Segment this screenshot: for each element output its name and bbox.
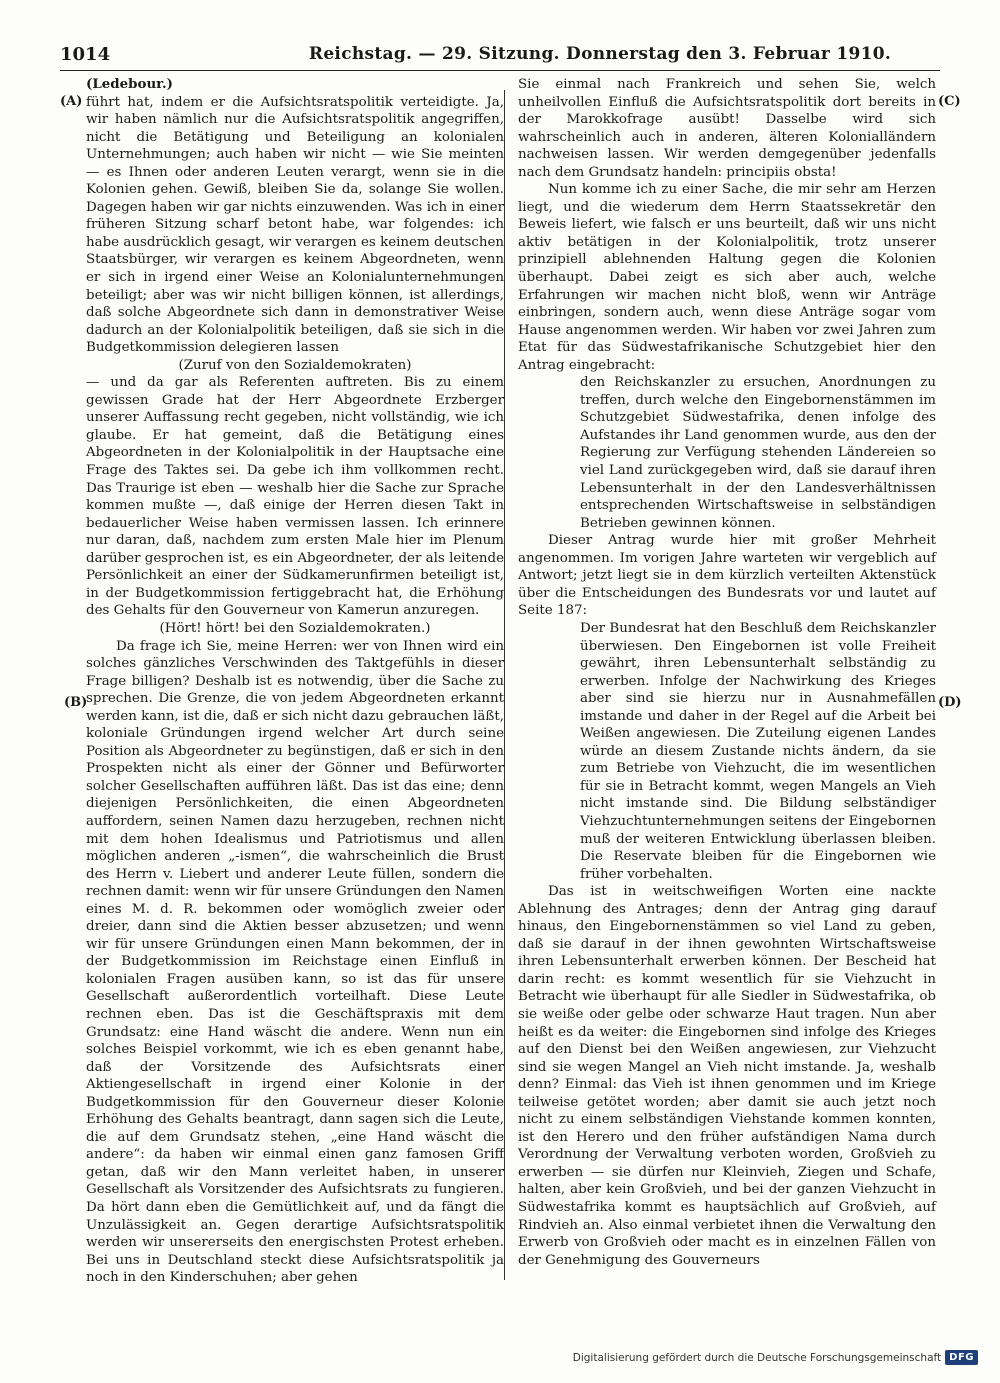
dfg-logo: DFG <box>945 1350 978 1365</box>
paragraph: führt hat, indem er die Aufsichtsratspolitik verteidigte. Ja, wir haben nämlich nur die Aufsichtsratspolitik angegriffen, nicht die Betätigung und Beteiligung an kolonialen Unternehmungen; auch haben wir nicht — wie Sie meinten — es Ihnen oder anderen Leuten verargt, wenn sie in die Kolonien gehen. Gewiß, bleiben Sie da, solange Sie wollen. Dagegen haben wir gar nichts einzuwenden. Was ich in einer früheren Sitzung scharf betont habe, war folgendes: ich habe ausdrücklich gesagt, wir verargen es keinem deutschen Staatsbürger, wir verargen es keinem Abgeordneten, wenn er sich in irgend einer Weise an Kolonialunternehmungen beteiligt; aber was wir nicht billigen können, ist allerdings, daß solche Abgeordnete sich dann in demonstrativer Weise dadurch an der Kolonialpolitik beteiligen, daß sie sich in die Budgetkommission delegieren lassen <box>86 94 504 356</box>
paragraph: Sie einmal nach Frankreich und sehen Sie, welch unheilvollen Einfluß die Aufsichtsratspolitik dort bereits in der Marokkofrage ausübt! Dasselbe wird sich wahrscheinlich auch in anderen, älteren Kolonialländern nachweisen lassen. Wir werden demgegenüber jedenfalls nach dem Grundsatz handeln: principiis obsta! <box>518 77 936 180</box>
paragraph: Dieser Antrag wurde hier mit großer Mehrheit angenommen. Im vorigen Jahre warteten wir vergeblich auf Antwort; jetzt liegt sie in dem kürzlich verteilten Aktenstück über die Entscheidungen des Bundesrats vor und lautet auf Seite 187: <box>518 533 936 619</box>
paragraph: — und da gar als Referenten auftreten. Bis zu einem gewissen Grade hat der Herr Abgeordnete Erzberger unserer Auffassung recht gegeben, nicht vollständig, wie ich glaube. Er hat gemeint, daß die Betätigung eines Abgeordneten in der Kolonialpolitik in der Hauptsache eine Frage des Taktes sei. Da gebe ich ihm vollkommen recht. Das Traurige ist eben — weshalb hier die Sache zur Sprache kommen mußte —, daß einige der Herren diesen Takt in bedauerlicher Weise haben vermissen lassen. Ich erinnere nur daran, daß, nachdem zum ersten Male hier im Plenum darüber gesprochen ist, es ein Abgeordneter, der als leitende Persönlichkeit an einer der Südkamerunfirmen beteiligt ist, in der Budgetkommission fertiggebracht hat, die Erhöhung des Gehalts für den Gouverneur von Kamerun anzuregen. <box>86 375 504 619</box>
paragraph: Das ist in weitschweifigen Worten eine nackte Ablehnung des Antrages; denn der Antrag ging darauf hinaus, den Eingebornenstämmen so viel Land zu geben, daß sie darauf in der ihnen gewohnten Wirtschaftsweise ihren Lebensunterhalt erwerben können. Der Bescheid hat darin recht: es kommt wesentlich für sie Viehzucht in Betracht wie überhaupt für alle Siedler in Südwestafrika, ob sie weiße oder gelbe oder schwarze Haut tragen. Nun aber heißt es da weiter: die Eingebornen sind infolge des Krieges auf den Dienst bei den Weißen angewiesen, zur Viehzucht sind sie wegen Mangel an Vieh nicht imstande. Ja, weshalb denn? Einmal: das Vieh ist ihnen genommen und im Kriege teilweise getötet worden; aber damit sie auch jetzt noch nicht zu einem selbständigen Viehstande kommen konnten, ist den Herero und den früher aufständigen Nama durch Verordnung der Verwaltung verboten worden, Großvieh zu erwerben — sie dürfen nur Kleinvieh, Ziegen und Schafe, halten, aber kein Großvieh, und bei der ganzen Viehzucht in Südwestafrika kommt es hauptsächlich auf Großvieh, auf Rindvieh an. Also einmal verbietet ihnen die Verwaltung den Erwerb von Großvieh oder macht es in einzelnen Fällen von der Genehmigung des Gouverneurs <box>518 884 936 1268</box>
left-column <box>86 76 504 1287</box>
block-quote: den Reichskanzler zu ersuchen, Anordnungen zu treffen, durch welche den Eingebornenstämmen im Schutzgebiet Südwestafrika, denen infolge des Aufstandes ihr Land genommen wurde, aus den der Regierung zur Verfügung stehenden Ländereien so viel Land zurückgegeben wird, daß sie darauf ihren Lebensunterhalt in der den Landesverhältnissen entsprechenden Wirtschaftsweise in selbständigen Betrieben gewinnen können. <box>580 375 936 531</box>
margin-marker-c: (C) <box>938 94 961 109</box>
speaker-label: (Ledebour.) <box>86 76 174 92</box>
margin-marker-a: (A) <box>60 94 83 109</box>
page-header <box>60 40 940 71</box>
column-divider <box>504 90 505 1280</box>
right-column <box>518 76 936 1269</box>
block-quote: Der Bundesrat hat den Beschluß dem Reichskanzler überwiesen. Den Eingebornen ist volle Freiheit gewährt, ihren Lebensunterhalt selbständig zu erwerben. Infolge der Nachwirkung des Krieges aber sind sie hierzu nur in Ausnahmefällen imstande und daher in der Regel auf die Arbeit bei Weißen angewiesen. Die Zuteilung eigenen Landes würde an diesem Zustande nichts ändern, da sie zum Betriebe von Viehzucht, die im wesentlichen für sie in Betracht kommt, wegen Mangels an Vieh nicht imstande sind. Die Bildung selbständiger Viehzuchtunternehmungen seitens der Eingebornen muß der weiteren Entwicklung überlassen bleiben. Die Reservate bleiben für die Eingebornen wie früher vorbehalten. <box>580 620 936 882</box>
credit-text: Digitalisierung gefördert durch die Deutsche Forschungsgemeinschaft <box>572 1351 942 1364</box>
digitization-credit <box>573 1350 978 1365</box>
margin-marker-b: (B) <box>64 695 88 710</box>
margin-marker-d: (D) <box>938 695 962 710</box>
paragraph: Da frage ich Sie, meine Herren: wer von Ihnen wird ein solches gänzliches Verschwinden des Taktgefühls in dieser Frage billigen? Deshalb ist es notwendig, über die Sache zu sprechen. Die Grenze, die von jedem Abgeordneten erkannt werden kann, ist die, daß er sich nicht dazu gebrauchen läßt, koloniale Gründungen irgend welcher Art durch seine Position als Abgeordneter zu begünstigen, daß er sich in den Prospekten nicht als einer der Gönner und Befürworter solcher Gesellschaften aufführen läßt. Das ist das eine; denn diejenigen Persönlichkeiten, die einen Abgeordneten auffordern, seinen Namen dazu herzugeben, rechnen nicht mit dem hohen Idealismus und Patriotismus und allen möglichen anderen „-ismen“, die wahrscheinlich die Brust des Herrn v. Liebert und anderer Leute füllen, sondern die rechnen damit: wenn wir für unsere Gründungen den Namen eines M. d. R. bekommen oder womöglich zweier oder dreier, dann sind die Aktien besser abzusetzen; und wenn wir für unsere Gründungen einen Mann bekommen, der in der Budgetkommission im Reichstage einen Einfluß in kolonialen Fragen ausüben kann, so ist das für unsere Gesellschaft außerordentlich vorteilhaft. Diese Leute rechnen eben. Das ist die Geschäftspraxis mit dem Grundsatz: eine Hand wäscht die andere. Wenn nun ein solches Beispiel vorkommt, wie ich es eben genannt habe, daß der Vorsitzende des Aufsichtsrats einer Aktiengesellschaft in irgend einer Kolonie in der Budgetkommission für den Gouverneur dieser Kolonie Erhöhung des Gehalts beantragt, dann sagen sich die Leute, die auf dem Grundsatz stehen, „eine Hand wäscht die andere“: da haben wir einmal einen ganz famosen Griff getan, daß wir den Mann verleitet haben, in unserer Gesellschaft als Vorsitzender des Aufsichtsrats zu fungieren. Da hört dann eben die Gemütlichkeit auf, und da fängt die Unzulässigkeit an. Gegen derartige Aufsichtsratspolitik werden wir unsererseits den energischsten Protest erheben. Bei uns in Deutschland steckt diese Aufsichtsratspolitik ja noch in den Kinderschuhen; aber gehen <box>86 638 504 1286</box>
interjection: (Hört! hört! bei den Sozialdemokraten.) <box>159 620 431 636</box>
paragraph: Nun komme ich zu einer Sache, die mir sehr am Herzen liegt, und die wiederum dem Herrn Staatssekretär den Beweis liefert, wie falsch er uns beurteilt, daß wir uns nicht aktiv betätigen in der Kolonialpolitik, trotz unserer prinzipiell ablehnenden Haltung gegen die Kolonien überhaupt. Dabei zeigt es sich aber auch, welche Erfahrungen wir machen nicht bloß, wenn wir Anträge einbringen, sondern auch, wenn diese Anträge sogar vom Hause angenommen werden. Wir haben vor zwei Jahren zum Etat für das Südwestafrikanische Schutzgebiet hier den Antrag eingebracht: <box>518 182 936 373</box>
page-number: 1014 <box>60 44 111 65</box>
running-head: Reichstag. — 29. Sitzung. Donnerstag den 3. Februar 1910. <box>308 44 892 64</box>
interjection: (Zuruf von den Sozialdemokraten) <box>178 357 412 373</box>
